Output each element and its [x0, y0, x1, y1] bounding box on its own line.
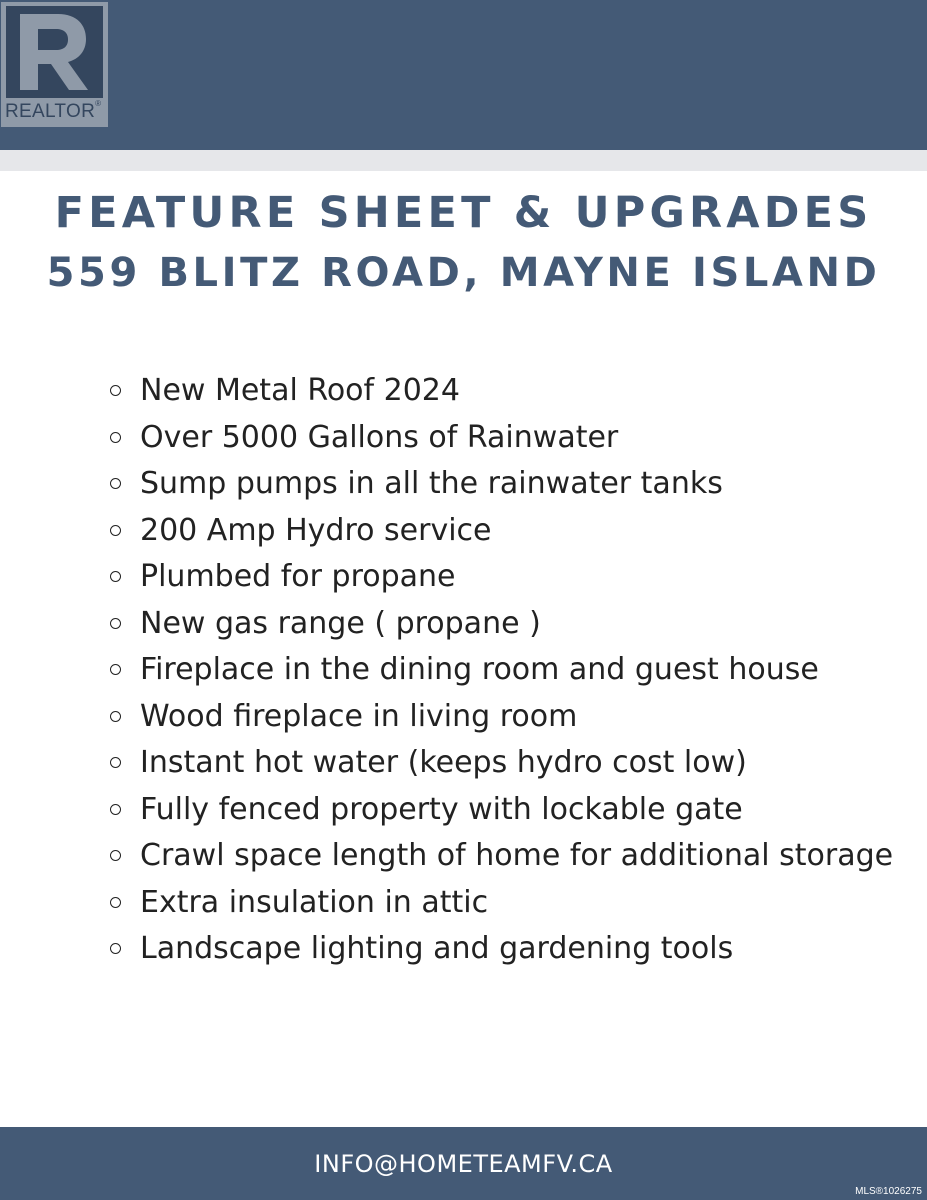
feature-item [110, 694, 900, 741]
feature-text: 200 Amp Hydro service [140, 512, 492, 548]
circle-bullet-icon [110, 618, 121, 629]
feature-text: Instant hot water (keeps hydro cost low) [140, 745, 747, 780]
page-title: FEATURE SHEET & UPGRADES [54, 188, 873, 238]
circle-bullet-icon [110, 571, 121, 582]
feature-text: Wood fireplace in living room [140, 698, 578, 734]
feature-item [110, 740, 900, 787]
circle-bullet-icon [110, 432, 121, 443]
circle-bullet-icon [110, 804, 121, 815]
feature-list [110, 368, 900, 973]
circle-bullet-icon [110, 897, 121, 908]
feature-text: Sump pumps in all the rainwater tanks [140, 466, 723, 501]
circle-bullet-icon [110, 711, 121, 722]
realtor-r-icon [6, 6, 103, 98]
circle-bullet-icon [110, 478, 121, 489]
circle-bullet-icon [110, 664, 121, 675]
feature-item [110, 461, 900, 508]
feature-item [110, 368, 900, 415]
mls-number: MLS®1026275 [855, 1186, 922, 1197]
circle-bullet-icon [110, 943, 121, 954]
registered-mark: ® [95, 99, 102, 108]
feature-text: New Metal Roof 2024 [140, 373, 460, 408]
feature-item [110, 554, 900, 601]
realtor-wordmark [5, 101, 101, 123]
feature-text: New gas range ( propane ) [140, 605, 541, 641]
feature-item [110, 601, 900, 648]
feature-item [110, 508, 900, 555]
feature-item [110, 833, 900, 880]
feature-text: Fireplace in the dining room and guest house [140, 652, 819, 687]
contact-email[interactable]: INFO@HOMETEAMFV.CA [314, 1150, 613, 1178]
header-band [0, 0, 927, 150]
feature-text: Plumbed for propane [140, 559, 456, 594]
feature-text: Extra insulation in attic [140, 884, 489, 920]
feature-item [110, 647, 900, 694]
header-stripe [0, 150, 927, 171]
feature-item [110, 415, 900, 462]
feature-item [110, 880, 900, 927]
feature-item [110, 926, 900, 973]
circle-bullet-icon [110, 757, 121, 768]
circle-bullet-icon [110, 385, 121, 396]
circle-bullet-icon [110, 850, 121, 861]
feature-text: Fully fenced property with lockable gate [140, 791, 743, 827]
feature-text: Landscape lighting and gardening tools [140, 931, 734, 966]
feature-text: Crawl space length of home for additional storage [140, 838, 894, 873]
circle-bullet-icon [110, 525, 121, 536]
realtor-logo [1, 2, 108, 127]
realtor-text: REALTOR [5, 101, 96, 122]
feature-item [110, 787, 900, 834]
feature-text: Over 5000 Gallons of Rainwater [140, 419, 619, 455]
property-address: 559 BLITZ ROAD, MAYNE ISLAND [46, 250, 881, 296]
